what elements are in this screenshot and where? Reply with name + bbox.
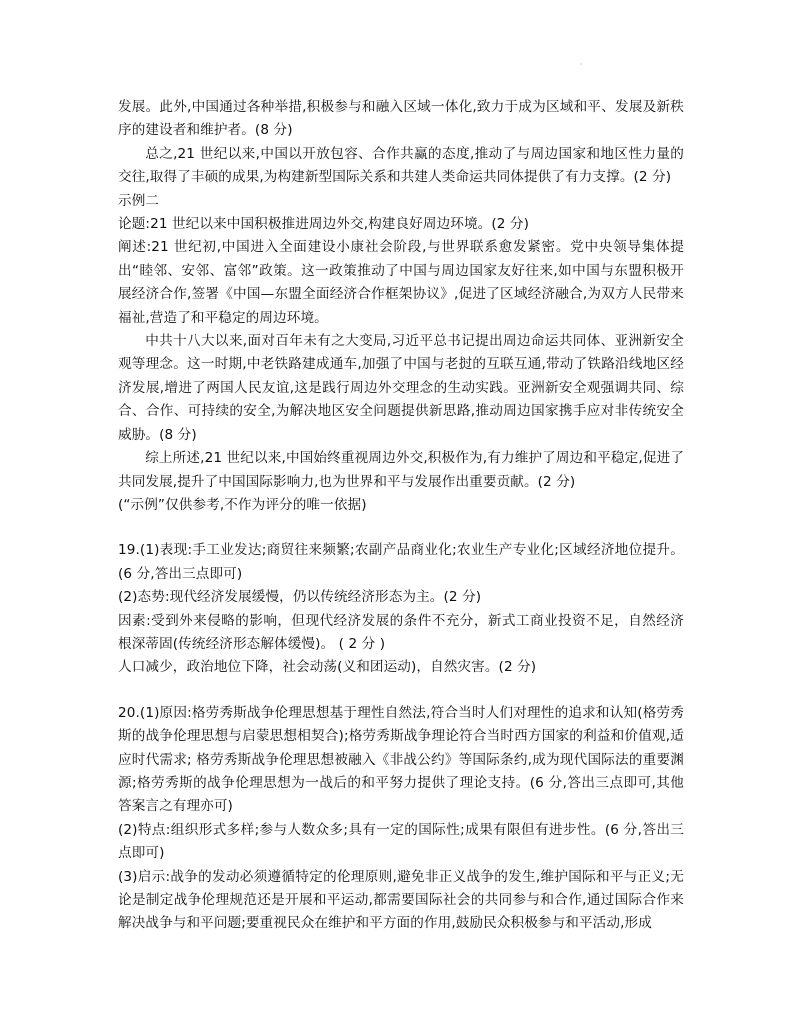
q19-part2-trend: (2)态势:现代经济发展缓慢，仍以传统经济形态为主。(2 分): [118, 589, 482, 606]
paragraph-continuation: 发展。此外,中国通过各种举措,积极参与和融入区域一体化,致力于成为区域和平、发展及新秩序的建设者和维护者。(8 分): [118, 99, 684, 139]
q19-part2-factors: 因素:受到外来侵略的影响，但现代经济发展的条件不充分，新式工商业投资不足，自然经济根深蒂固(传统经济形态解体缓慢)。 ( 2 分 ): [118, 612, 684, 652]
corner-mark: ·: [580, 60, 583, 69]
paragraph-summary-example-1: 总之,21 世纪以来,中国以开放包容、合作共赢的态度,推动了与周边国家和地区性力量的交往,取得了丰硕的成果,为构建新型国际关系和共建人类命运共同体提供了有力支撑。(2 分): [118, 145, 684, 186]
q20-part1: 20.(1)原因:格劳秀斯战争伦理思想基于理性自然法,符合当时人们对理性的追求和认知(格劳秀斯的战争伦理思想与启蒙思想相契合);格劳秀斯战争理论符合当时西方国家的利益和价值观,适应时代需求; 格劳秀斯战争伦理思想被融入《非战公约》等国际条约,成为现代国际法的重要渊源;格劳秀斯的战争伦理思想为一战后的和平努力提供了理论支持。(6 分,答出三点即可,其他答案言之有理亦可): [118, 704, 684, 815]
paragraph-18th-congress: 中共十八大以来,面对百年未有之大变局,习近平总书记提出周边命运共同体、亚洲新安全观等理念。这一时期,中老铁路建成通车,加强了中国与老挝的互联互通,带动了铁路沿线地区经济发展,增进了两国人民友谊,这是践行周边外交理念的生动实践。亚洲新安全观强调共同、综合、合作、可持续的安全,为解决地区安全问题提供新思路,推动周边国家携手应对非传统安全威胁。(8 分): [118, 333, 684, 443]
paragraph-conclusion: 综上所述,21 世纪以来,中国始终重视周边外交,积极作为,有力维护了周边和平稳定,促进了共同发展,提升了中国国际影响力,也为世界和平与发展作出重要贡献。(2 分): [118, 450, 684, 490]
q20-part2: (2)特点:组织形式多样;参与人数众多;具有一定的国际性;成果有限但有进步性。(6 分,答出三点即可): [118, 821, 684, 862]
thesis-line: 论题:21 世纪以来中国积极推进周边外交,构建良好周边环境。(2 分): [118, 216, 530, 233]
q20-part3: (3)启示:战争的发动必须遵循特定的伦理原则,避免非正义战争的发生,维护国际和平与正义;无论是制定战争伦理规范还是开展和平运动,都需要国际社会的共同参与和合作,通过国际合作来解决战争与和平问题;要重视民众在维护和平方面的作用,鼓励民众积极参与和平活动,形成: [118, 868, 684, 932]
section-gap: [118, 517, 684, 539]
example-note: (“示例”仅供参考,不作为评分的唯一依据): [118, 496, 367, 513]
elaboration-paragraph: 阐述:21 世纪初,中国进入全面建设小康社会阶段,与世界联系愈发紧密。党中央领导集体提出“睦邻、安邻、富邻”政策。这一政策推动了中国与周边国家友好往来,如中国与东盟积极开展经济合作,签署《中国—东盟全面经济合作框架协议》,促进了区域经济融合,为双方人民带来福祉,营造了和平稳定的周边环境。: [118, 239, 684, 326]
q19-part1: 19.(1)表现:手工业发达;商贸往来频繁;农副产品商业化;农业生产专业化;区域经济地位提升。(6 分,答出三点即可): [118, 542, 684, 582]
q19-part2-other: 人口减少，政治地位下降，社会动荡(义和团运动)，自然灾害。(2 分): [118, 659, 537, 676]
section-gap: [118, 680, 684, 702]
example-2-heading: 示例二: [118, 192, 160, 209]
document-body: [118, 96, 684, 936]
